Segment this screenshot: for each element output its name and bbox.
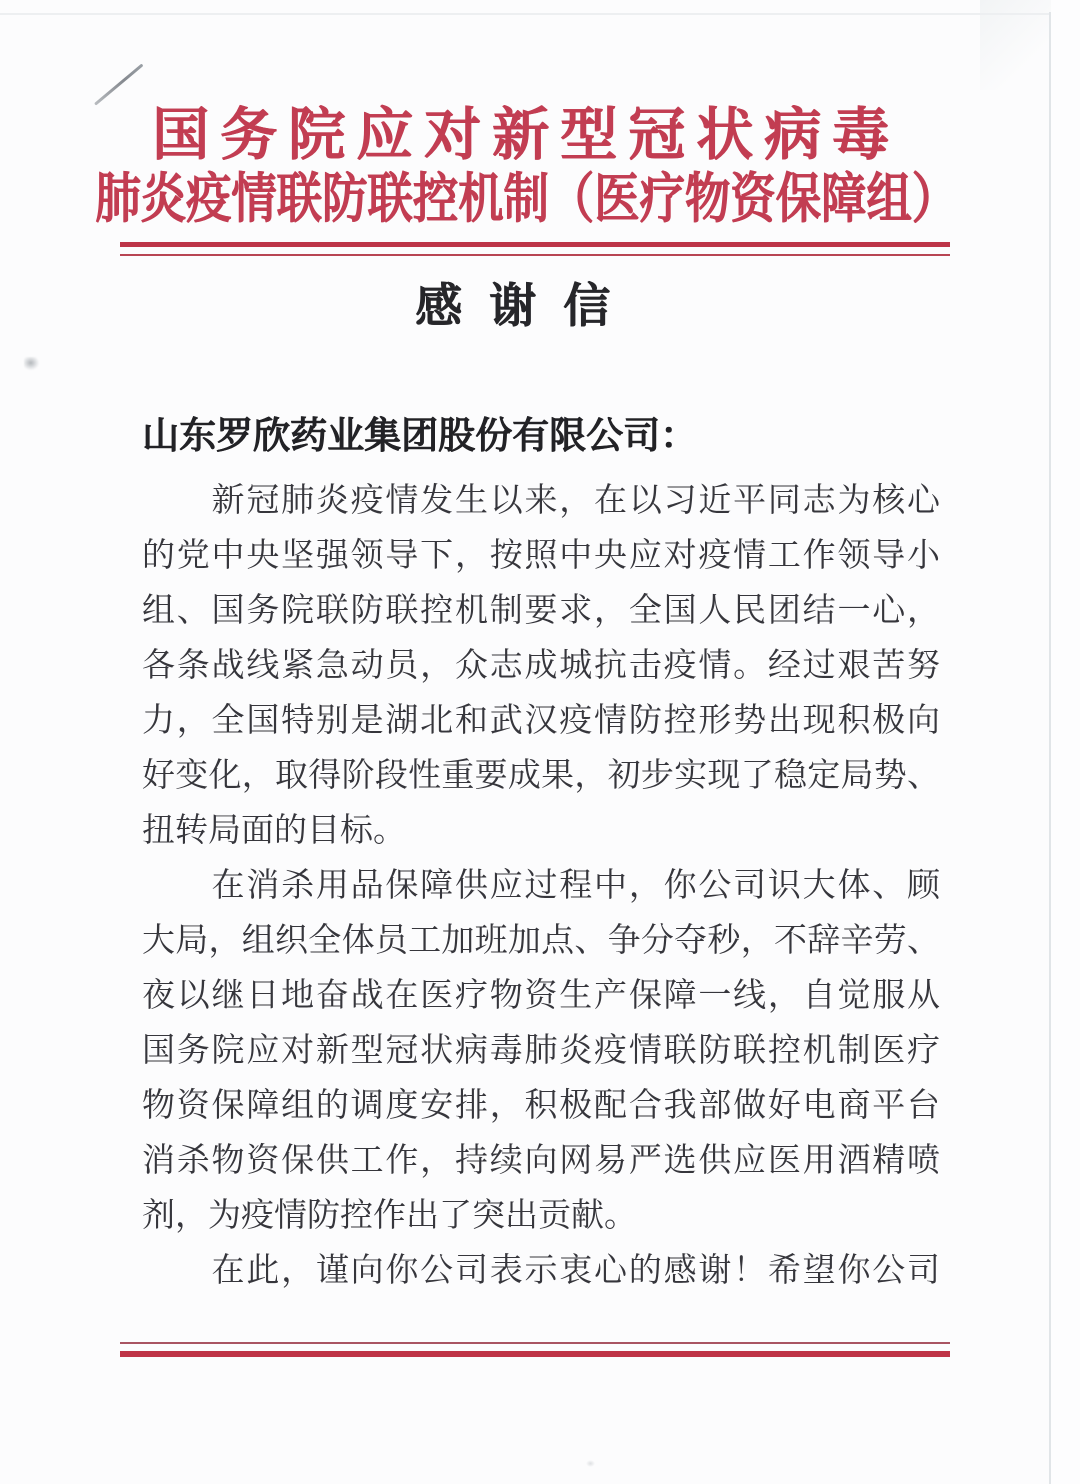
paper-edge-top [0,13,1052,15]
body-line: 扭转局面的目标。 [142,813,406,849]
body-line: 大局，组织全体员工加班加点、争分夺秒，不辞辛劳、 [142,923,940,959]
letterhead-rule-thin [120,254,950,256]
body-line: 在此，谨向你公司表示衷心的感谢！希望你公司 [142,1253,940,1289]
letter-title: 感谢信 [415,281,637,333]
letterhead [0,104,1052,229]
letterhead-rule-thick [120,242,950,247]
body-line: 各条战线紧急动员，众志成城抗击疫情。经过艰苦努 [142,648,940,684]
scan-speck [24,357,39,370]
scan-speck [586,1460,595,1467]
letterhead-line-1: 国务院应对新型冠状病毒 [152,104,900,167]
footer-rule-thick [120,1351,950,1357]
body-line: 消杀物资保供工作，持续向网易严选供应医用酒精喷 [142,1143,940,1179]
paper-edge-margin [1051,0,1080,1484]
body-line: 力，全国特别是湖北和武汉疫情防控形势出现积极向 [142,703,940,739]
body-line: 好变化，取得阶段性重要成果，初步实现了稳定局势、 [142,758,940,794]
body-line: 夜以继日地奋战在医疗物资生产保障一线，自觉服从 [142,978,940,1014]
body-line: 物资保障组的调度安排，积极配合我部做好电商平台 [142,1088,940,1124]
body-line: 在消杀用品保障供应过程中，你公司识大体、顾 [142,868,940,904]
body-line: 国务院应对新型冠状病毒肺炎疫情联防联控机制医疗 [142,1033,940,1069]
letterhead-line-2: 肺炎疫情联防联控机制（医疗物资保障组） [95,169,957,229]
scan-scratch-mark [94,63,143,105]
body-line: 新冠肺炎疫情发生以来，在以习近平同志为核心 [142,483,940,519]
footer-rule-thin [120,1342,950,1344]
body-line: 剂，为疫情防控作出了突出贡献。 [142,1198,637,1234]
body-line: 组、国务院联防联控机制要求，全国人民团结一心， [142,593,940,629]
letter-body [142,474,940,1299]
body-line: 的党中央坚强领导下，按照中央应对疫情工作领导小 [142,538,940,574]
letter-salutation: 山东罗欣药业集团股份有限公司： [142,416,697,457]
